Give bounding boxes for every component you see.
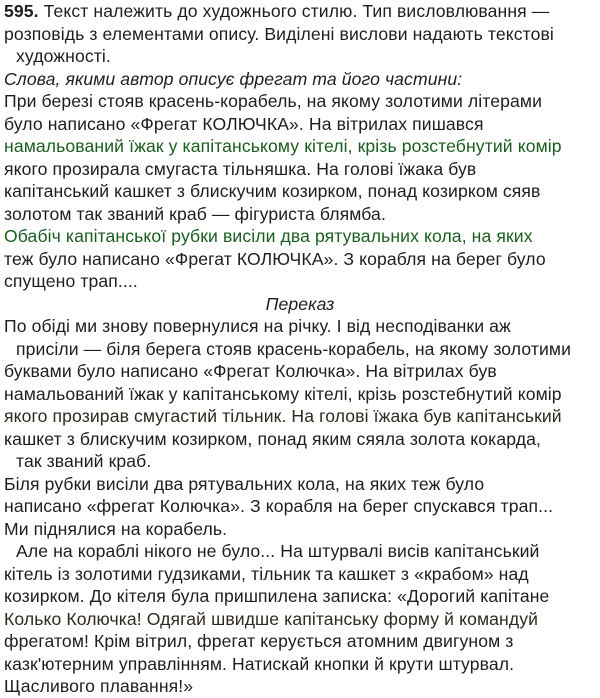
section-heading-retelling: Переказ — [265, 293, 335, 314]
text-line-11: Обабіч капітанської рубки висіли два рятувальних кола, на яких — [4, 226, 533, 246]
text-line-16: присіли — біля берега стояв красень-корабель, на якому золотими — [16, 338, 572, 359]
text-line-17: буквами було написано «Фрегат Колючка». На вітрилах був — [4, 361, 497, 381]
text-line-19: якого прозирав смугастий тільник. На голові їжака був капітанський — [4, 406, 562, 426]
text-line-12: теж було написано «Фрегат КОЛЮЧКА». З корабля на берег було — [4, 248, 546, 269]
text-line-7: намальований їжак у капітанському кітелі, крізь розстебнутий комір — [4, 136, 562, 156]
text-line-26: кітель із золотими гудзиками, тільник та кашкет з «крабом» над — [4, 563, 529, 584]
text-line-28: Колько Колючка! Одягай швидше капітанську форму й командуй — [4, 608, 539, 629]
text-line-25: Але на кораблі нікого не було... На штурвалі висів капітанський — [16, 541, 540, 561]
exercise-number: 595. — [4, 1, 39, 21]
text-line-22: Біля рубки висіли два рятувальних кола, на яких теж було — [4, 473, 485, 494]
line-text: Текст належить до художнього стилю. Тип висловлювання — — [38, 1, 550, 21]
text-line-6: було написано «Фрегат КОЛЮЧКА». На вітрилах пишався — [4, 113, 484, 134]
text-line-27: козирком. До кітеля була пришпилена записка: «Дорогий капітане — [4, 586, 550, 606]
text-line-15: По обіді ми знову повернулися на річку. І від несподіванки аж — [4, 316, 511, 336]
text-line-21: так званий краб. — [16, 451, 152, 471]
text-line-5: При березі стояв красень-корабель, на якому золотими літерами — [4, 91, 543, 111]
text-line-23: написано «фрегат Колючка». З корабля на берег спускався трап... — [4, 496, 554, 516]
text-line-2: розповідь з елементами опису. Виділені вислови надають текстові — [4, 23, 554, 44]
text-line-24: Ми піднялися на корабель. — [4, 518, 228, 539]
text-line-3: художності. — [16, 46, 111, 66]
text-line-1 — [4, 0, 596, 23]
section-heading-words: Слова, якими автор описує фрегат та його частини: — [4, 68, 463, 89]
text-line-8: якого прозирала смугаста тільняшка. На голові їжака був — [4, 158, 477, 179]
text-line-9: капітанський кашкет з блискучим козирком, понад козирком сяяв — [4, 181, 541, 201]
text-line-13: спущено трап.... — [4, 271, 138, 291]
text-line-20: кашкет з блискучим козирком, понад яким сяяла золота кокарда, — [4, 428, 541, 449]
text-line-10: золотом так званий краб — фігуриста блямба. — [4, 203, 386, 224]
text-line-29: фрегатом! Крім вітрил, фрегат керується атомним двигуном з — [4, 631, 514, 651]
text-line-30: казк'ютерним управлінням. Натискай кнопки й крути штурвал. — [4, 653, 515, 674]
text-line-18: намальований їжак у капітанському кітелі, крізь розстебнутий комір — [4, 383, 562, 404]
text-line-31: Щасливого плавання!» — [4, 676, 194, 696]
